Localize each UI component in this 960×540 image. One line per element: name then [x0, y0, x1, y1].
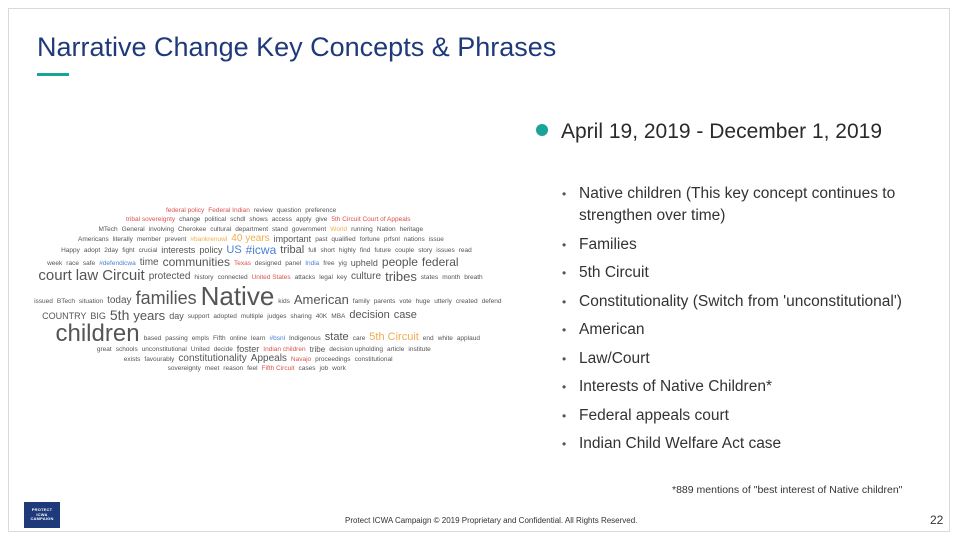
word-cloud-word: judges — [267, 312, 287, 320]
logo-line: PROTECT — [31, 507, 53, 513]
word-cloud-word: General — [121, 225, 145, 233]
list-item — [560, 234, 952, 256]
word-cloud-word: defend — [481, 297, 502, 305]
word-cloud-word: MTech — [98, 225, 118, 233]
word-cloud-word: couple — [395, 247, 415, 255]
word-cloud-word: find — [359, 247, 371, 255]
word-cloud-word: care — [352, 334, 366, 342]
list-item-text: 5th Circuit — [579, 264, 649, 281]
word-cloud-word: prfsnl — [383, 235, 400, 243]
word-cloud-word: support — [187, 312, 210, 320]
word-cloud-word: Native — [200, 280, 275, 311]
word-cloud-word: give — [315, 216, 328, 224]
list-item-text: Law/Court — [579, 349, 650, 367]
word-cloud-word: decision upholding — [329, 345, 384, 353]
word-cloud-word: American — [293, 292, 349, 308]
word-cloud-word: BTech — [56, 297, 75, 305]
word-cloud-word: MBA — [331, 312, 346, 320]
word-cloud-word: protected — [148, 271, 191, 283]
list-item-text: Native children (This key concept continues to strengthen over time) — [579, 185, 896, 224]
word-cloud-word: free — [323, 259, 335, 267]
word-cloud-word: constitutional — [354, 355, 393, 363]
bullet-icon: • — [562, 266, 567, 280]
word-cloud-word: access — [271, 216, 292, 224]
word-cloud-word: shows — [249, 216, 268, 224]
word-cloud-word: learn — [251, 334, 266, 342]
word-cloud-word: today — [107, 294, 132, 306]
word-cloud-word: Indian children — [263, 345, 306, 353]
word-cloud-word: adopted — [213, 312, 237, 320]
word-cloud-word: time — [139, 256, 159, 268]
word-cloud-word: federal — [421, 255, 459, 270]
list-item-text: Interests of Native Children* — [579, 378, 772, 395]
word-cloud-word: United — [190, 345, 210, 353]
list-item — [560, 405, 952, 427]
word-cloud-word: race — [66, 259, 79, 267]
word-cloud-word: fight — [122, 247, 135, 255]
word-cloud — [30, 200, 510, 380]
word-cloud-word: federal policy — [166, 207, 205, 214]
slide-title: Narrative Change Key Concepts & Phrases — [37, 32, 557, 62]
word-cloud-word: case — [393, 309, 417, 322]
list-item — [560, 262, 952, 284]
word-cloud-word: children — [55, 319, 140, 347]
word-cloud-word: white — [437, 334, 453, 342]
word-cloud-word: 5th Circuit — [369, 331, 419, 344]
word-cloud-word: institute — [408, 345, 431, 353]
word-cloud-word: week — [47, 259, 63, 267]
word-cloud-word: Navajo — [290, 355, 312, 363]
footnote: *889 mentions of "best interest of Native children" — [672, 484, 903, 496]
word-cloud-word: World — [330, 225, 348, 233]
bullet-icon: • — [562, 187, 567, 201]
word-cloud-word: question — [276, 207, 302, 214]
list-item — [560, 319, 952, 341]
word-cloud-word: designed — [254, 259, 282, 267]
word-cloud-word: sharing — [290, 312, 312, 320]
bullet-icon: • — [562, 380, 567, 394]
word-cloud-word: parents — [373, 297, 396, 305]
word-cloud-word: tribal — [280, 243, 305, 256]
word-cloud-word: #bankrenuwl — [190, 235, 228, 243]
word-cloud-word: utterly — [434, 297, 452, 305]
word-cloud-word: 5th — [109, 306, 130, 323]
word-cloud-word: highly — [338, 247, 356, 255]
word-cloud-word: upheld — [350, 257, 378, 268]
word-cloud-word: #icwa — [245, 243, 277, 257]
list-item — [560, 376, 952, 398]
word-cloud-word: issues — [436, 247, 455, 255]
word-cloud-word: past — [315, 235, 328, 243]
word-cloud-word: key — [336, 273, 348, 281]
list-item — [560, 291, 952, 313]
word-cloud-word: people — [381, 255, 418, 270]
word-cloud-word: situation — [78, 297, 104, 305]
key-concepts-list — [560, 183, 952, 462]
word-cloud-word: Indigenous — [289, 334, 321, 342]
list-item-text: American — [579, 321, 645, 338]
word-cloud-word: work — [332, 365, 346, 373]
word-cloud-word: attacks — [294, 273, 316, 281]
word-cloud-word: states — [420, 273, 439, 281]
list-item-text: Constitutionality (Switch from 'unconstitutional') — [579, 292, 902, 310]
word-cloud-word: decide — [213, 345, 233, 353]
word-cloud-word: Fifth — [213, 334, 226, 342]
word-cloud-word: decision — [349, 309, 390, 322]
word-cloud-word: end — [422, 334, 434, 342]
word-cloud-word: stand — [272, 225, 288, 233]
footer-copyright: Protect ICWA Campaign © 2019 Proprietary and Confidential. All Rights Reserved. — [345, 516, 638, 525]
word-cloud-word: nations — [403, 235, 425, 243]
bullet-icon: • — [562, 408, 567, 423]
word-cloud-word: favourably — [144, 355, 175, 363]
word-cloud-word: prevent — [164, 235, 187, 243]
word-cloud-word: vote — [399, 297, 412, 305]
bullet-icon: • — [562, 237, 567, 252]
bullet-icon: • — [562, 323, 567, 337]
word-cloud-word: Happy — [61, 247, 80, 255]
list-item — [560, 433, 952, 455]
word-cloud-word: #defendicwa — [99, 259, 136, 267]
word-cloud-word: Fifth Circuit — [261, 365, 295, 373]
word-cloud-word: month — [442, 273, 461, 281]
word-cloud-word: future — [374, 247, 392, 255]
word-cloud-word: policy — [199, 245, 223, 256]
word-cloud-word: exists — [123, 355, 141, 363]
word-cloud-word: tribe — [309, 344, 326, 354]
word-cloud-word: member — [136, 235, 161, 243]
word-cloud-word: change — [179, 216, 201, 224]
word-cloud-word: 40K — [315, 312, 328, 320]
word-cloud-word: multiple — [240, 312, 264, 320]
list-item-text: Indian Child Welfare Act case — [579, 435, 782, 452]
word-cloud-word: huge — [415, 297, 431, 305]
word-cloud-word: foster — [236, 343, 260, 354]
word-cloud-word: connected — [217, 273, 248, 281]
word-cloud-word: apply — [296, 216, 312, 224]
list-item-text: Federal appeals court — [579, 406, 729, 424]
word-cloud-word: running — [351, 225, 373, 233]
word-cloud-word: United States — [251, 273, 291, 281]
word-cloud-word: sovereignty — [167, 365, 201, 373]
word-cloud-word: applaud — [456, 334, 480, 342]
word-cloud-word: interests — [161, 245, 196, 256]
word-cloud-word: Texas — [234, 259, 251, 267]
word-cloud-word: article — [387, 345, 405, 353]
word-cloud-word: heritage — [399, 225, 424, 233]
word-cloud-word: history — [194, 273, 214, 281]
bullet-icon: • — [562, 437, 567, 451]
word-cloud-word: short — [320, 247, 335, 255]
word-cloud-word: #bsnl — [269, 334, 286, 342]
date-bullet-icon — [536, 124, 548, 136]
word-cloud-word: law — [75, 267, 99, 285]
word-cloud-word: 40 years — [231, 232, 270, 244]
word-cloud-word: Cherokee — [178, 225, 207, 233]
word-cloud-word: legal — [319, 273, 333, 281]
word-cloud-word: COUNTRY — [42, 310, 87, 321]
word-cloud-word: department — [235, 225, 269, 233]
word-cloud-word: day — [169, 310, 184, 321]
word-cloud-word: read — [458, 247, 472, 255]
word-cloud-word: kids — [278, 297, 290, 305]
word-cloud-word: proceedings — [315, 355, 351, 363]
bullet-icon: • — [562, 294, 567, 309]
word-cloud-word: issue — [428, 235, 444, 243]
list-item — [560, 348, 952, 370]
word-cloud-word: breath — [464, 273, 483, 281]
word-cloud-word: issued — [34, 297, 53, 305]
word-cloud-word: online — [229, 334, 248, 342]
word-cloud-word: involving — [148, 225, 174, 233]
word-cloud-word: BIG — [90, 310, 106, 321]
word-cloud-word: India — [305, 259, 320, 267]
word-cloud-word: based — [143, 334, 162, 342]
word-cloud-word: great — [96, 345, 112, 353]
word-cloud-word: cultural — [210, 225, 232, 233]
logo-line: CAMPAIGN — [30, 516, 54, 522]
word-cloud-word: preference — [305, 207, 337, 214]
word-cloud-word: US — [226, 243, 242, 256]
word-cloud-word: family — [352, 297, 370, 305]
word-cloud-word: Appeals — [250, 353, 287, 365]
word-cloud-word: Federal Indian — [208, 207, 250, 214]
word-cloud-word: unconstitutional — [141, 345, 187, 353]
list-item — [560, 183, 952, 227]
word-cloud-word: years — [133, 307, 166, 323]
word-cloud-word: Americans — [78, 235, 109, 243]
word-cloud-word: adopt — [83, 247, 101, 255]
word-cloud-word: communities — [162, 255, 230, 270]
word-cloud-word: created — [455, 297, 478, 305]
word-cloud-word: review — [253, 207, 273, 214]
word-cloud-word: fortune — [359, 235, 380, 243]
word-cloud-word: yig — [338, 259, 347, 267]
logo-line: ICWA — [36, 511, 48, 517]
word-cloud-word: state — [324, 331, 349, 344]
title-accent-rule — [37, 73, 69, 76]
protect-icwa-logo — [24, 502, 60, 528]
word-cloud-word: families — [135, 288, 197, 309]
word-cloud-word: panel — [285, 259, 302, 267]
word-cloud-word: full — [308, 247, 317, 255]
word-cloud-word: Circuit — [102, 267, 145, 285]
word-cloud-word: safe — [82, 259, 96, 267]
word-cloud-word: tribes — [385, 268, 417, 284]
word-cloud-word: story — [418, 247, 433, 255]
word-cloud-word: Nation — [376, 225, 396, 233]
word-cloud-word: 5th Circuit Court of Appeals — [331, 216, 411, 224]
word-cloud-word: job — [319, 365, 329, 373]
page-number: 22 — [930, 513, 944, 527]
list-item-text: Families — [579, 235, 637, 253]
word-cloud-word: reason — [223, 365, 244, 373]
word-cloud-word: meet — [204, 365, 220, 373]
word-cloud-word: schdl — [230, 216, 246, 224]
word-cloud-word: crucial — [138, 247, 158, 255]
word-cloud-word: qualified — [331, 235, 356, 243]
word-cloud-word: schools — [115, 345, 138, 353]
word-cloud-word: court — [38, 267, 72, 285]
word-cloud-word: literally — [112, 235, 133, 243]
bullet-icon: • — [562, 351, 567, 366]
word-cloud-word: constitutionality — [178, 353, 247, 365]
word-cloud-word: feel — [247, 365, 258, 373]
word-cloud-word: 2day — [104, 247, 119, 255]
word-cloud-word: culture — [351, 271, 382, 283]
word-cloud-word: tribal sovereignty — [126, 216, 176, 224]
word-cloud-word: important — [273, 233, 312, 244]
word-cloud-word: empls — [191, 334, 210, 342]
word-cloud-word: political — [204, 216, 227, 224]
date-range: April 19, 2019 - December 1, 2019 — [561, 120, 883, 143]
word-cloud-word: passing — [165, 334, 188, 342]
word-cloud-word: cases — [298, 365, 316, 373]
word-cloud-word: government — [291, 225, 327, 233]
